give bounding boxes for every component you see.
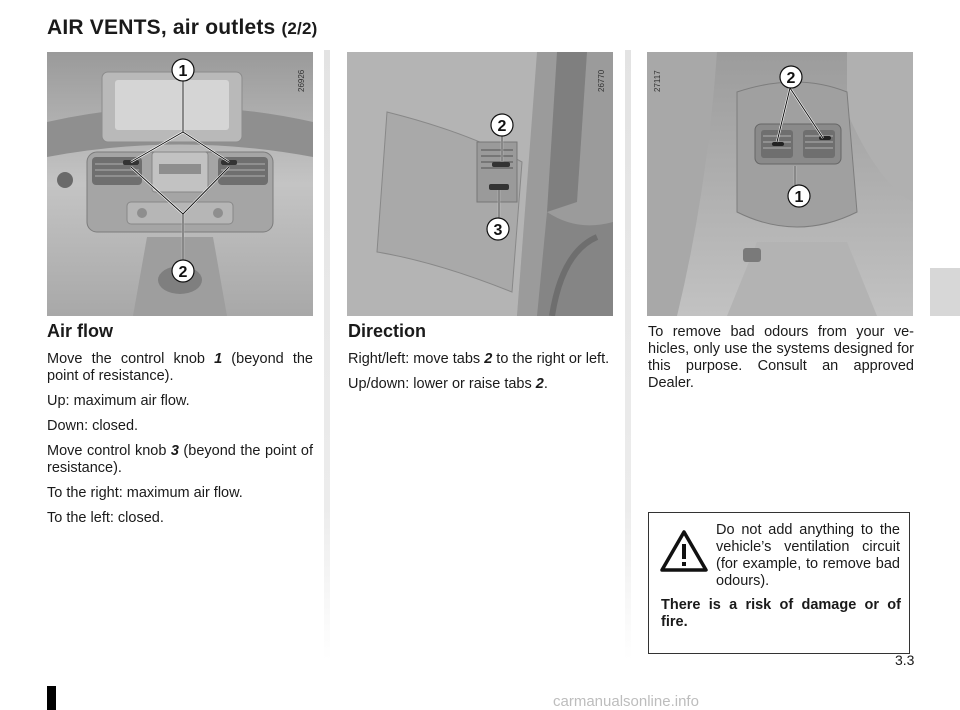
rear-vents-illustration <box>647 52 913 316</box>
callout-3 <box>487 218 509 240</box>
warning-text: Do not add anything to the vehicle’s ventilation circuit (for example, to remove bad odours). <box>716 522 900 589</box>
watermark: carmanualsonline.info <box>553 693 699 710</box>
svg-text:2: 2 <box>178 264 188 281</box>
dashboard-vents-illustration <box>47 52 313 316</box>
svg-text:2: 2 <box>497 118 507 135</box>
callout-2 <box>491 114 513 136</box>
svg-text:1: 1 <box>794 189 804 206</box>
callout-2 <box>780 66 802 88</box>
side-vent-illustration <box>347 52 613 316</box>
section-heading: Air flow <box>47 321 113 341</box>
page-title-suffix: (2/2) <box>281 19 318 38</box>
figure-code: 26770 <box>597 69 606 92</box>
warning-box <box>648 512 910 654</box>
svg-text:3: 3 <box>493 222 503 239</box>
chapter-tab <box>930 268 960 316</box>
direction-section <box>348 320 614 401</box>
column-divider <box>324 50 330 660</box>
paragraph: Move the control knob 1 (beyond the point of resistance). <box>47 351 313 384</box>
page-number: 3.3 <box>895 652 915 668</box>
air-flow-section <box>47 320 313 535</box>
svg-text:1: 1 <box>178 63 188 80</box>
figure-code: 26926 <box>297 69 306 92</box>
paragraph: Move control knob 3 (beyond the point of resistance). <box>47 443 313 476</box>
page-title <box>47 16 317 40</box>
paragraph: Up/down: lower or raise tabs 2. <box>348 376 548 392</box>
odours-note <box>648 324 914 400</box>
paragraph: To remove bad odours from your ve-hicles, only use the systems designed for this purpose. Consult an approved Dealer. <box>648 324 914 391</box>
paragraph: To the left: closed. <box>47 510 164 526</box>
paragraph: Right/left: move tabs 2 to the right or left. <box>348 351 610 367</box>
figure-code: 27117 <box>653 70 662 92</box>
warning-triangle-icon <box>659 529 709 573</box>
svg-text:2: 2 <box>786 70 796 87</box>
callout-2 <box>172 260 194 282</box>
warning-emphasis: There is a risk of damage or of fire. <box>661 597 901 630</box>
paragraph: To the right: maximum air flow. <box>47 485 243 501</box>
paragraph: Up: maximum air flow. <box>47 393 190 409</box>
page-title-text: AIR VENTS, air outlets <box>47 16 276 39</box>
corner-mark <box>47 686 56 710</box>
section-heading: Direction <box>348 321 427 341</box>
paragraph: Down: closed. <box>47 418 139 434</box>
column-divider <box>625 50 631 660</box>
callout-1 <box>788 185 810 207</box>
callout-1 <box>172 59 194 81</box>
